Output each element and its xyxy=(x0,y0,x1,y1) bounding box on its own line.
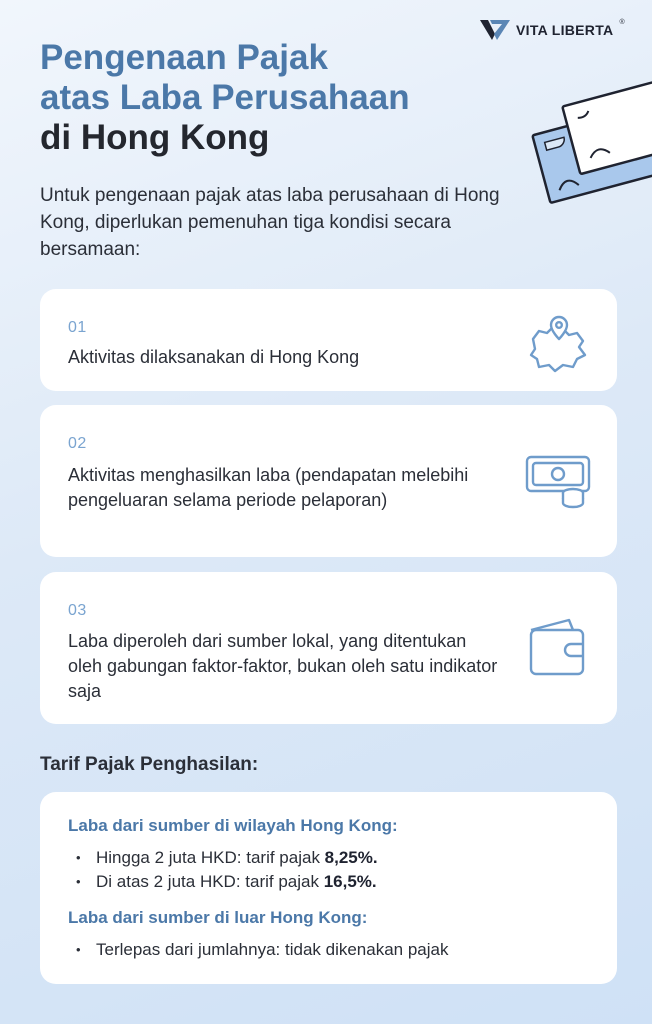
money-coins-icon xyxy=(525,449,595,513)
list-item: • Hingga 2 juta HKD: tarif pajak 8,25%. xyxy=(68,846,588,870)
page-title xyxy=(40,38,510,158)
intro-text: Untuk pengenaan pajak atas laba perusahaan di Hong Kong, diperlukan pemenuhan tiga kondisi secara bersamaan: xyxy=(40,185,500,260)
tarif-heading: Tarif Pajak Penghasilan: xyxy=(40,754,259,775)
brand-name: VITA LIBERTA xyxy=(516,22,614,38)
title-line-3: di Hong Kong xyxy=(40,118,270,157)
condition-text: Laba diperoleh dari sumber lokal, yang ditentukan oleh gabungan faktor-faktor, bukan oleh satu indikator saja xyxy=(68,631,498,701)
list-item: • Terlepas dari jumlahnya: tidak dikenakan pajak xyxy=(68,938,588,962)
title-line-2: atas Laba Perusahaan xyxy=(40,78,410,117)
condition-text: Aktivitas menghasilkan laba (pendapatan melebihi pengeluaran selama periode pelaporan) xyxy=(68,465,469,510)
foreign-rate-list xyxy=(68,938,588,962)
local-section-title: Laba dari sumber di wilayah Hong Kong: xyxy=(68,816,398,835)
brand-logo xyxy=(480,20,625,40)
tax-rates-card xyxy=(40,792,617,984)
title-line-1: Pengenaan Pajak xyxy=(40,38,328,77)
local-rate-list xyxy=(68,846,588,894)
rate-value: 8,25%. xyxy=(324,848,378,867)
condition-card-3 xyxy=(40,572,617,724)
condition-number: 01 xyxy=(68,319,87,336)
condition-card-1 xyxy=(40,289,617,391)
list-item: • Di atas 2 juta HKD: tarif pajak 16,5%. xyxy=(68,870,588,894)
foreign-section-title: Laba dari sumber di luar Hong Kong: xyxy=(68,908,368,927)
map-pin-icon xyxy=(525,309,595,373)
banknotes-illustration-icon xyxy=(520,60,652,230)
rate-value: 16,5%. xyxy=(323,872,377,891)
condition-number: 02 xyxy=(68,435,87,452)
condition-number: 03 xyxy=(68,602,87,619)
condition-text: Aktivitas dilaksanakan di Hong Kong xyxy=(68,347,360,367)
condition-card-2 xyxy=(40,405,617,557)
registered-mark: ® xyxy=(619,18,625,26)
logo-mark-icon xyxy=(480,20,510,40)
wallet-icon xyxy=(525,616,595,680)
